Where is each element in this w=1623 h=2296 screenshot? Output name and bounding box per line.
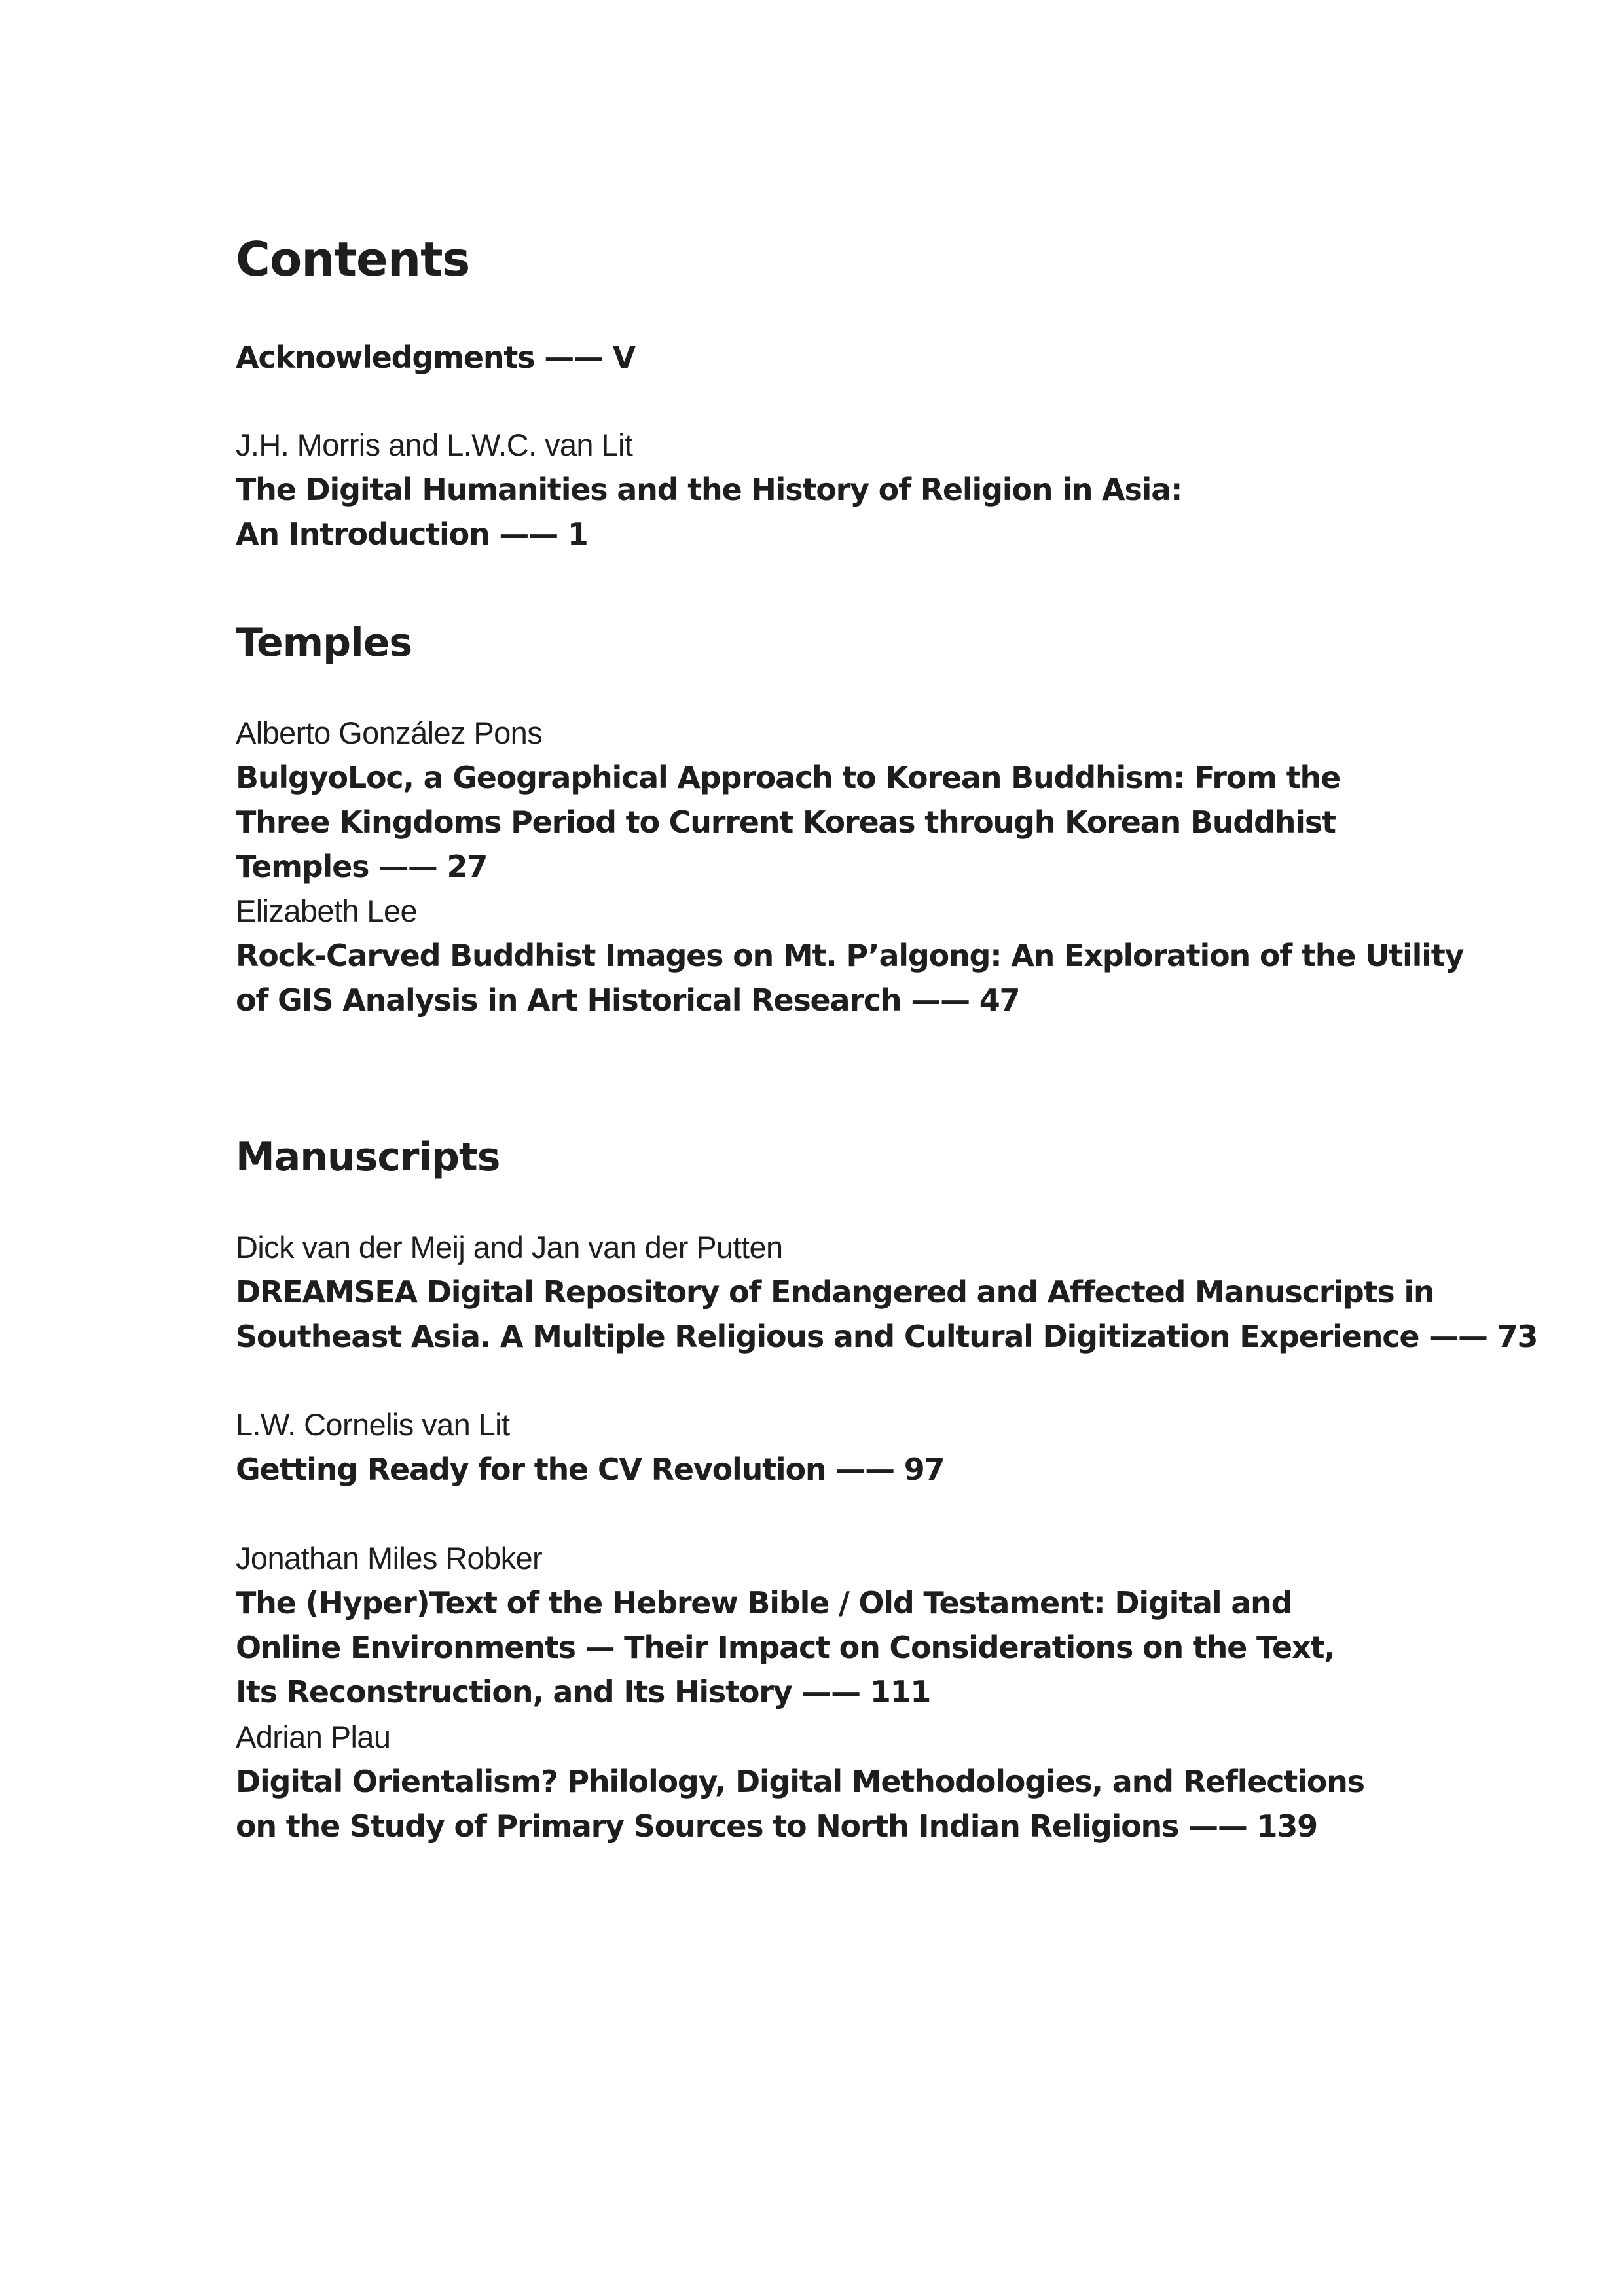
entry-author: L.W. Cornelis van Lit: [236, 1407, 510, 1442]
entry-author: Jonathan Miles Robker: [236, 1541, 543, 1575]
leader-dash: ——: [911, 982, 970, 1018]
entry-title: Acknowledgments: [236, 340, 535, 375]
entry-title-text: on the Study of Primary Sources to North Indian Religions: [236, 1808, 1179, 1844]
entry-title-line-last: [236, 1314, 1537, 1359]
leader-dash: ——: [544, 340, 603, 375]
section-heading-manuscripts: Manuscripts: [236, 1134, 500, 1180]
toc-entry-rock-carved[interactable]: [236, 889, 1463, 1022]
leader-dash: ——: [835, 1452, 894, 1487]
toc-entry-dreamsea[interactable]: [236, 1225, 1537, 1359]
entry-title-line: The (Hyper)Text of the Hebrew Bible / Old Testament: Digital and: [236, 1585, 1292, 1621]
page-number: 111: [869, 1674, 931, 1710]
leader-dash: ——: [801, 1674, 860, 1710]
leader-dash: ——: [499, 516, 558, 552]
page-number: 47: [979, 982, 1020, 1018]
page-number: 97: [903, 1452, 945, 1487]
entry-title-text: An Introduction: [236, 516, 490, 552]
entry-author: Elizabeth Lee: [236, 893, 418, 928]
entry-title-text: Southeast Asia. A Multiple Religious and Cultural Digitization Experience: [236, 1319, 1419, 1354]
leader-dash: ——: [1188, 1808, 1247, 1844]
entry-title-text: Getting Ready for the CV Revolution: [236, 1452, 826, 1487]
page-number: 1: [567, 516, 588, 552]
entry-author: Alberto González Pons: [236, 715, 543, 750]
section-heading-temples: Temples: [236, 620, 412, 666]
toc-entry-acknowledgments[interactable]: [236, 335, 635, 380]
page-number: V: [612, 340, 636, 375]
entry-title-line-last: [236, 1804, 1364, 1848]
entry-author: Adrian Plau: [236, 1719, 391, 1754]
page-number: 139: [1256, 1808, 1317, 1844]
entry-title-text: of GIS Analysis in Art Historical Research: [236, 982, 902, 1018]
leader-dash: ——: [378, 849, 437, 884]
toc-entry-digital-orientalism[interactable]: [236, 1715, 1364, 1848]
toc-entry-introduction[interactable]: [236, 423, 1182, 556]
entry-title-line-last: [236, 1447, 944, 1492]
page-number: 27: [447, 849, 488, 884]
entry-title-text: Its Reconstruction, and Its History: [236, 1674, 792, 1710]
entry-title-line: Three Kingdoms Period to Current Koreas through Korean Buddhist: [236, 804, 1336, 840]
entry-title-line-last: [236, 1670, 1335, 1714]
toc-entry-bulgyoloc[interactable]: [236, 711, 1340, 889]
page-title: Contents: [236, 232, 470, 287]
entry-title-line: BulgyoLoc, a Geographical Approach to Korean Buddhism: From the: [236, 760, 1341, 795]
entry-author: Dick van der Meij and Jan van der Putten: [236, 1230, 783, 1265]
entry-title-text: Temples: [236, 849, 369, 884]
entry-author: J.H. Morris and L.W.C. van Lit: [236, 427, 633, 462]
entry-title-line-last: [236, 512, 1182, 556]
entry-title-line: Rock-Carved Buddhist Images on Mt. P’algong: An Exploration of the Utility: [236, 938, 1464, 973]
leader-dash: ——: [1429, 1319, 1487, 1354]
entry-title-line: Digital Orientalism? Philology, Digital Methodologies, and Reflections: [236, 1764, 1364, 1799]
entry-title-line: Online Environments — Their Impact on Considerations on the Text,: [236, 1630, 1335, 1665]
entry-title-line-last: [236, 844, 1340, 889]
toc-entry-cv-revolution[interactable]: [236, 1403, 944, 1492]
page-number: 73: [1497, 1319, 1538, 1354]
entry-title-line: The Digital Humanities and the History of Religion in Asia:: [236, 472, 1182, 507]
entry-title-line-last: [236, 978, 1463, 1022]
toc-entry-hypertext[interactable]: [236, 1536, 1335, 1714]
entry-title-line: DREAMSEA Digital Repository of Endangered and Affected Manuscripts in: [236, 1274, 1434, 1310]
